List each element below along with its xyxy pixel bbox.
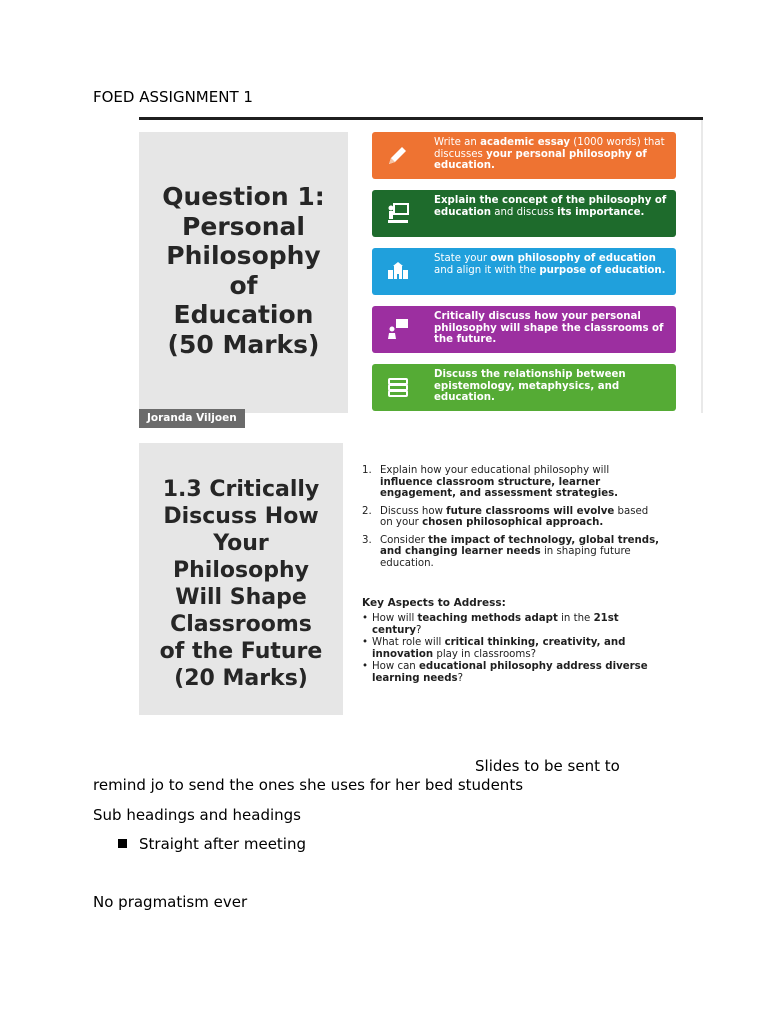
school-building-icon (386, 259, 410, 283)
text-run: State your (434, 253, 491, 264)
presenter-icon (386, 317, 410, 341)
slide-edge (701, 120, 703, 413)
bold-text: purpose of education. (539, 264, 666, 276)
title-line: Personal (182, 211, 305, 241)
title-line: Classrooms (170, 612, 312, 637)
text-run: ? (416, 624, 422, 636)
item-text (380, 506, 648, 529)
text-run: in shaping future education. (380, 546, 631, 569)
text-run: ? (457, 672, 463, 684)
task-card (372, 132, 676, 179)
text-run: and align it with the (434, 264, 540, 276)
title-line: of the Future (159, 639, 323, 664)
bold-text: Critically discuss how your personal philosophy will shape the classrooms of the future. (434, 311, 664, 346)
text-run: play in classrooms? (433, 648, 537, 660)
teacher-board-icon (386, 201, 410, 225)
text-run: How will (372, 613, 418, 624)
square-bullet-icon (118, 839, 127, 848)
title-line: Will Shape (175, 585, 307, 610)
bold-text: educational philosophy address diverse learning needs (372, 661, 648, 684)
task-text (434, 369, 670, 404)
bold-text: chosen philosophical approach. (422, 517, 604, 528)
slide-question-1 (139, 117, 703, 424)
numbered-item (362, 506, 662, 529)
item-text (380, 465, 618, 499)
bullet-straight-after-meeting: Straight after meeting (139, 835, 307, 853)
item-number: 1. (362, 465, 372, 476)
note-remind-jo: remind jo to send the ones she uses for her bed students (93, 776, 524, 794)
bold-text: critical thinking, creativity, and innovation (372, 637, 626, 660)
note-slides-to-send: Slides to be sent to (475, 757, 620, 775)
item-text (380, 535, 659, 569)
title-line: Philosophy (166, 241, 321, 270)
text-run: Consider (380, 534, 429, 546)
bullet-dot: • (362, 637, 369, 648)
aspect-text (372, 637, 625, 660)
slide-title (139, 476, 343, 692)
author-tag: Joranda Viljoen (139, 409, 245, 428)
text-run: Explain how your educational philosophy will (380, 465, 610, 476)
bullet-dot: • (362, 661, 369, 672)
task-card (372, 190, 676, 237)
numbered-item (362, 465, 662, 500)
bold-text: future classrooms will evolve (446, 505, 615, 517)
bold-text: your personal philosophy of education. (434, 148, 647, 172)
task-card (372, 364, 676, 411)
bold-text: 21st century (372, 613, 619, 636)
text-run: and discuss (490, 206, 558, 218)
aspect-item (362, 661, 662, 684)
bold-text: academic essay (480, 137, 570, 148)
item-number: 3. (362, 534, 372, 546)
slide-title-panel (139, 132, 348, 424)
bullet-dot: • (362, 613, 369, 624)
aspect-item (362, 637, 662, 660)
bold-text: the impact of technology, global trends, and changing learner needs (380, 534, 660, 557)
title-line: (20 Marks) (174, 666, 308, 691)
text-run: What role will (372, 637, 445, 648)
bold-text: Explain the concept of the philosophy of education (434, 195, 667, 218)
text-run: in the (557, 613, 594, 624)
text-run: (1000 words) that discusses (434, 137, 665, 160)
task-text (434, 253, 670, 276)
title-line: Your (213, 531, 269, 556)
slide-1-3-title-panel (139, 443, 343, 715)
text-run: Write an (434, 137, 481, 148)
key-aspects-heading: Key Aspects to Address: (362, 597, 506, 609)
title-line: 1.3 Critically (162, 477, 320, 502)
aspect-text (372, 661, 648, 684)
bold-text: own philosophy of education (490, 253, 656, 264)
task-text (434, 137, 670, 172)
item-number: 2. (362, 505, 372, 517)
title-line: (50 Marks) (167, 329, 320, 359)
text-run: How can (372, 661, 420, 672)
bold-text: influence classroom structure, learner engagement, and assessment strategies. (380, 476, 619, 499)
bold-text: Discuss the relationship between epistemology, metaphysics, and education. (434, 369, 626, 404)
bold-text: teaching methods adapt (417, 613, 558, 624)
slide-top-bar (139, 117, 703, 120)
title-line: Education (173, 300, 314, 329)
slide-title (139, 182, 348, 359)
text-run: based on your (380, 505, 649, 528)
title-line: Discuss How (163, 504, 319, 529)
task-text (434, 195, 670, 218)
text-run: Discuss how (380, 505, 447, 517)
task-card (372, 306, 676, 353)
key-aspects-list (362, 613, 662, 685)
title-line: Question 1: (162, 182, 325, 211)
title-line: Philosophy (173, 558, 309, 583)
note-no-pragmatism: No pragmatism ever (93, 893, 248, 911)
numbered-instructions (362, 465, 662, 575)
aspect-item (362, 613, 662, 636)
numbered-item (362, 535, 662, 570)
assignment-heading: FOED ASSIGNMENT 1 (93, 88, 253, 106)
book-stack-icon (386, 375, 410, 399)
bold-text: its importance. (557, 206, 645, 218)
task-card (372, 248, 676, 295)
note-subheadings: Sub headings and headings (93, 806, 301, 824)
pencil-icon (386, 143, 410, 167)
task-text (434, 311, 670, 346)
aspect-text (372, 613, 619, 636)
title-line: of (229, 270, 258, 300)
